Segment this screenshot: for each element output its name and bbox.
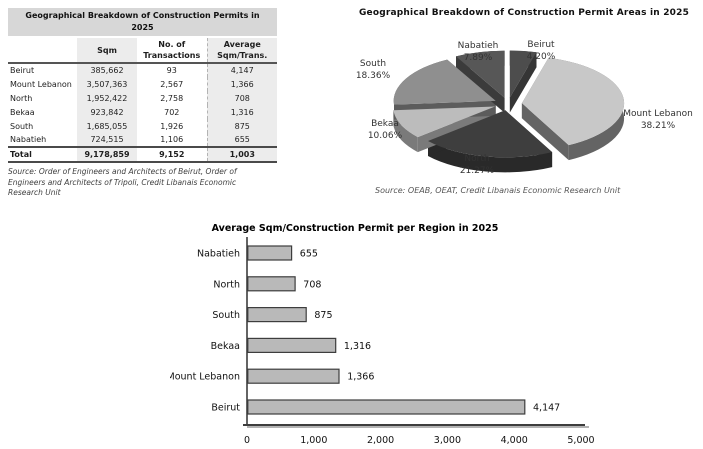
cell-region: Mount Lebanon [10,79,72,89]
table-row [8,77,277,91]
pie-slice-label: Nabatieh 7.89% [457,41,499,63]
bar-chart-title: Average Sqm/Construction Permit per Region in 2025 [211,223,499,234]
bar-value-label: 1,366 [347,371,375,383]
cell-sqm: 1,685,055 [77,119,137,133]
bar-value-label: 655 [299,248,318,260]
bar-value-label: 708 [303,279,322,291]
cell-sqm: 724,515 [77,133,137,147]
pie-slice-label: Mount Lebanon 38.21% [623,109,693,131]
bar [248,338,336,352]
cell-transactions: 1,106 [160,135,184,144]
x-tick-label: 4,000 [500,435,528,446]
cell-average: 708 [207,91,277,105]
bar [248,277,295,291]
cell-average: 655 [207,133,277,147]
col-header-transactions: No. of Transactions [143,40,201,60]
table-body [8,63,277,162]
table-header-row [8,38,277,63]
table-row [8,91,277,105]
bar [248,369,339,383]
bar [248,308,306,322]
cell-average: 4,147 [207,63,277,77]
pie-slice-label: Bekaa 10.06% [367,119,403,141]
pie-slice-label: North 21.27% [459,154,495,176]
x-tick-label: 1,000 [300,435,328,446]
pie-source-note: Source: OEAB, OEAT, Credit Libanais Economic Research Unit [375,186,621,195]
cell-region: Nabatieh [10,135,47,144]
cell-transactions: 9,152 [159,150,185,159]
category-label: Bekaa [210,340,240,352]
cell-average: 875 [207,119,277,133]
bar [248,246,292,260]
bar-chart-panel [170,213,630,449]
category-label: Mount Lebanon [170,371,240,383]
pie-chart-title: Geographical Breakdown of Construction Permit Areas in 2025 [358,8,690,18]
x-tick-label: 2,000 [366,435,395,446]
cell-region: Total [10,150,32,159]
bar-chart-svg [170,213,630,449]
category-label: Nabatieh [196,248,240,260]
cell-sqm: 9,178,859 [77,147,137,162]
cell-region: North [10,93,33,103]
category-label: South [212,310,240,322]
pie-slice-label: Beirut 4.20% [526,40,556,62]
cell-region: Beirut [10,66,35,75]
col-header-sqm: Sqm [77,38,137,63]
cell-average: 1,003 [207,147,277,162]
pie-slice-label: South 18.36% [355,59,391,81]
cell-transactions: 1,926 [160,121,184,131]
bar-value-label: 875 [314,310,333,322]
cell-sqm: 385,662 [77,63,137,77]
cell-region: South [10,121,34,131]
table-source-note: Source: Order of Engineers and Architects of Beirut, Order of Engineers and Architects of Tripoli, Credit Libanais Economic Research Unit [8,167,237,197]
pie-chart-panel [345,0,703,210]
x-tick-label: 3,000 [433,435,462,446]
x-tick-label: 0 [243,435,251,446]
category-label: Beirut [211,402,240,414]
cell-average: 1,316 [207,105,277,119]
table-row [8,133,277,147]
permits-table-panel [8,8,277,199]
cell-sqm: 923,842 [77,105,137,119]
table-row [8,63,277,77]
table-title: Geographical Breakdown of Construction Permits in 2025 [8,8,277,36]
table-row [8,105,277,119]
bar-value-label: 1,316 [343,340,372,352]
cell-transactions: 2,567 [160,79,184,89]
cell-transactions: 2,758 [160,93,184,103]
cell-sqm: 3,507,363 [77,77,137,91]
pie-chart-svg [345,0,703,210]
table-row [8,119,277,133]
cell-region: Bekaa [10,107,35,117]
permits-table [8,38,277,163]
cell-transactions: 702 [164,107,180,117]
cell-transactions: 93 [166,66,177,75]
col-header-average: Average Sqm/Trans. [207,38,277,63]
col-header-region [8,38,77,63]
category-label: North [213,279,240,291]
cell-average: 1,366 [207,77,277,91]
cell-sqm: 1,952,422 [77,91,137,105]
x-tick-label: 5,000 [567,435,595,446]
bar-value-label: 4,147 [533,402,561,414]
bar [248,400,525,414]
table-row [8,147,277,162]
